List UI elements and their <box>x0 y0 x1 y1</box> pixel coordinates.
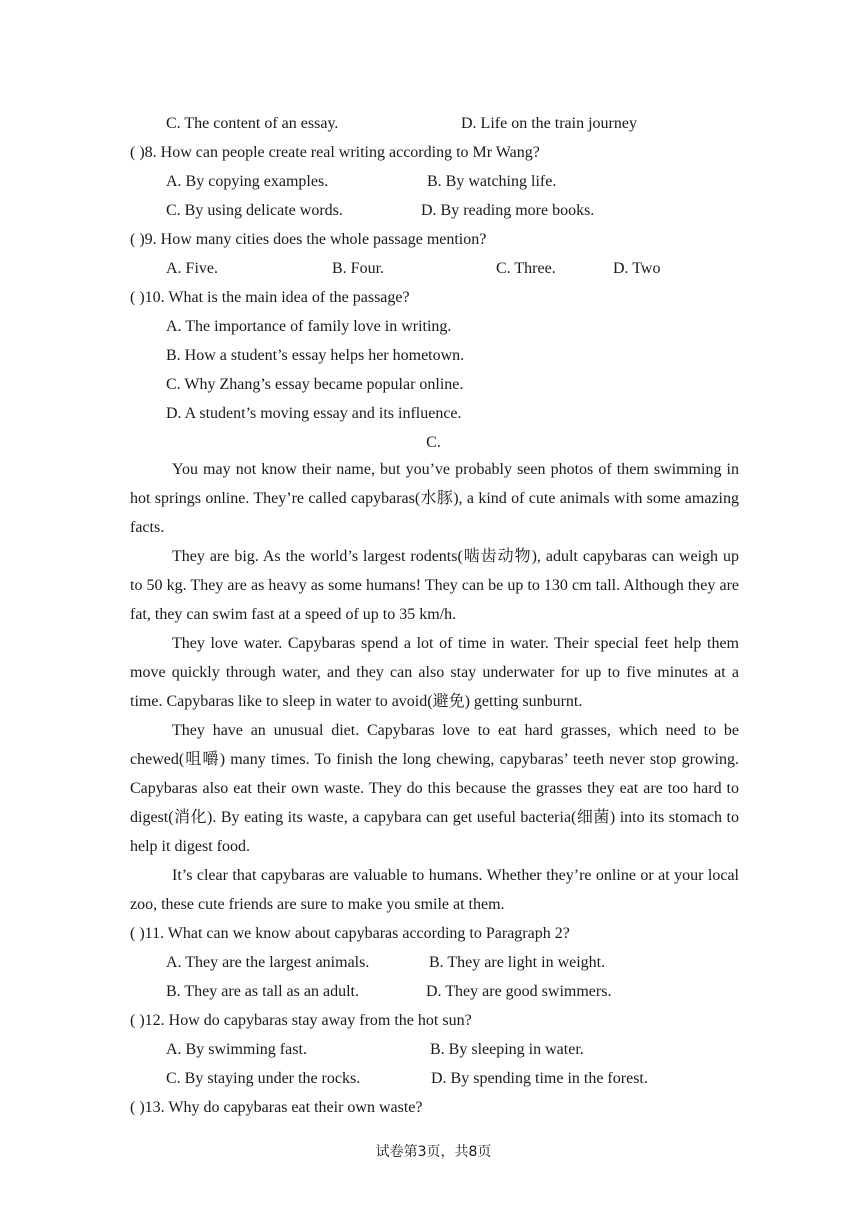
q12-option-c: C. By staying under the rocks. <box>166 1070 361 1087</box>
q9-option-d: D. Two <box>613 260 661 277</box>
passage-c <box>130 455 739 919</box>
q11-option-b: B. They are light in weight. <box>429 954 606 971</box>
question-12: ( )12. How do capybaras stay away from the hot sun? <box>130 1012 472 1029</box>
q9-option-c: C. Three. <box>496 260 556 277</box>
question-8: ( )8. How can people create real writing according to Mr Wang? <box>130 144 540 161</box>
q12-option-b: B. By sleeping in water. <box>430 1041 584 1058</box>
q10-option-a: A. The importance of family love in writing. <box>166 318 452 335</box>
passage-paragraph-2: They are big. As the world’s largest rodents(啮齿动物), adult capybaras can weigh up to 50 kg. They are as heavy as some humans! They can be up to 130 cm tall. Although they are fat, they can swim fast at a speed of up to 35 km/h. <box>130 548 739 623</box>
passage-paragraph-5: It’s clear that capybaras are valuable to humans. Whether they’re online or at your local zoo, these cute friends are sure to make you smile at them. <box>130 867 739 913</box>
question-10: ( )10. What is the main idea of the passage? <box>130 289 410 306</box>
q8-option-d: D. By reading more books. <box>421 202 595 219</box>
q9-option-b: B. Four. <box>332 260 385 277</box>
passage-paragraph-4: They have an unusual diet. Capybaras love to eat hard grasses, which need to be chewed(咀嚼) many times. To finish the long chewing, capybaras’ teeth never stop growing. Capybaras also eat their own waste. They do this because the grasses they eat are too hard to digest(消化). By eating its waste, a capybara can get useful bacteria(细菌) into its stomach to help it digest food. <box>130 722 739 855</box>
q11-option-c: B. They are as tall as an adult. <box>166 983 359 1000</box>
q10-option-d: D. A student’s moving essay and its influence. <box>166 405 462 422</box>
question-11: ( )11. What can we know about capybaras according to Paragraph 2? <box>130 925 570 942</box>
q12-option-d: D. By spending time in the forest. <box>431 1070 648 1087</box>
passage-paragraph-3: They love water. Capybaras spend a lot of time in water. Their special feet help them move quickly through water, and they can also stay underwater for up to five minutes at a time. Capybaras like to sleep in water to avoid(避免) getting sunburnt. <box>130 635 739 710</box>
question-13: ( )13. Why do capybaras eat their own waste? <box>130 1099 423 1116</box>
passage-paragraph-1: You may not know their name, but you’ve probably seen photos of them swimming in hot springs online. They’re called capybaras(水豚), a kind of cute animals with some amazing facts. <box>130 461 739 536</box>
page-footer: 试卷第3页，共8页 <box>375 1144 492 1160</box>
question-9: ( )9. How many cities does the whole passage mention? <box>130 231 487 248</box>
q7-option-d: D. Life on the train journey <box>461 115 637 132</box>
q8-option-c: C. By using delicate words. <box>166 202 343 219</box>
q8-option-b: B. By watching life. <box>427 173 557 190</box>
q7-option-c: C. The content of an essay. <box>166 115 339 132</box>
q10-option-c: C. Why Zhang’s essay became popular online. <box>166 376 464 393</box>
q11-option-d: D. They are good swimmers. <box>426 983 612 1000</box>
q12-option-a: A. By swimming fast. <box>166 1041 307 1058</box>
q9-option-a: A. Five. <box>166 260 218 277</box>
q8-option-a: A. By copying examples. <box>166 173 329 190</box>
section-c-heading: C. <box>426 434 441 451</box>
q11-option-a: A. They are the largest animals. <box>166 954 370 971</box>
q10-option-b: B. How a student’s essay helps her hometown. <box>166 347 465 364</box>
